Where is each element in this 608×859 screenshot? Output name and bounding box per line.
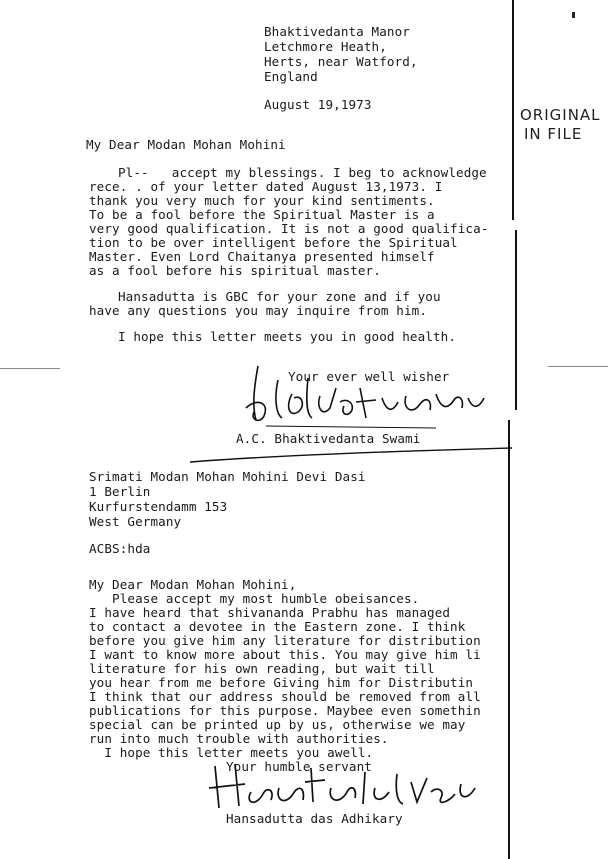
- letter1-body-line: thank you very much for your kind sentiments.: [89, 193, 435, 208]
- letter1-body-line: very good qualification. It is not a good qualifica-: [89, 221, 489, 236]
- letter1-para3: I hope this letter meets you in good health.: [118, 329, 457, 344]
- letter1-closing: Your ever well wisher: [288, 369, 450, 384]
- letter2-signature-name: Hansadutta das Adhikary: [226, 811, 403, 826]
- tear-mark: [0, 368, 60, 369]
- letter2-body-line: run into much trouble with authorities.: [89, 731, 389, 746]
- hansadutta-signature: [205, 758, 485, 818]
- letter2-body-line: I hope this letter meets you awell.: [89, 745, 374, 760]
- tear-mark: [548, 366, 608, 367]
- torn-edge: [512, 0, 514, 220]
- torn-edge: [515, 230, 517, 410]
- letter2-closing: Your humble servant: [226, 759, 372, 774]
- bhaktivedanta-signature: [236, 358, 496, 438]
- letter2-body-line: you hear from me before Giving him for Distributin: [89, 675, 474, 690]
- original-in-file-stamp-line2: IN FILE: [524, 125, 583, 143]
- letter1-body-line: rece. . of your letter dated August 13,1973. I: [89, 179, 443, 194]
- letter-date: August 19,1973: [264, 97, 372, 112]
- letter2-salutation: My Dear Modan Mohan Mohini,: [89, 577, 297, 592]
- letter2-body-line: special can be printed up by us, otherwise we may: [89, 717, 466, 732]
- letter2-body-line: I have heard that shivananda Prabhu has managed: [89, 605, 451, 620]
- tear-mark: [572, 12, 575, 18]
- letter1-signature-name: A.C. Bhaktivedanta Swami: [236, 431, 421, 446]
- address-line: England: [264, 69, 318, 84]
- letter2-body-line: to contact a devotee in the Eastern zone. I think: [89, 619, 466, 634]
- original-in-file-stamp-line1: ORIGINAL: [520, 106, 601, 124]
- recipient-line: West Germany: [89, 514, 182, 529]
- letter2-body-line: publications for this purpose. Maybee even somethin: [89, 703, 481, 718]
- letter2-body-line: I think that our address should be removed from all: [89, 689, 481, 704]
- letter2-body-line: I want to know more about this. You may give him li: [89, 647, 481, 662]
- letter1-salutation: My Dear Modan Mohan Mohini: [86, 137, 286, 152]
- letter2-body-line: Please accept my most humble obeisances.: [89, 591, 420, 606]
- signature-underline: [186, 444, 516, 468]
- reference-initials: ACBS:hda: [89, 541, 151, 556]
- letter1-body-line: Pl-- accept my blessings. I beg to acknowledge: [118, 165, 487, 180]
- letter1-body-line: as a fool before his spiritual master.: [89, 263, 381, 278]
- letter1-body-line: To be a fool before the Spiritual Master is a: [89, 207, 435, 222]
- address-line: Herts, near Watford,: [264, 54, 418, 69]
- torn-edge: [508, 420, 510, 859]
- address-line: Bhaktivedanta Manor: [264, 24, 410, 39]
- letter1-para2-line: Hansadutta is GBC for your zone and if you: [118, 289, 441, 304]
- recipient-line: Srimati Modan Mohan Mohini Devi Dasi: [89, 469, 366, 484]
- letter2-body-line: literature for his own reading, but wait till: [89, 661, 435, 676]
- recipient-line: Kurfurstendamm 153: [89, 499, 228, 514]
- letter2-body-line: before you give him any literature for distribution: [89, 633, 481, 648]
- letter1-body-line: Master. Even Lord Chaitanya presented himself: [89, 249, 435, 264]
- address-line: Letchmore Heath,: [264, 39, 387, 54]
- letter1-para2-line: have any questions you may inquire from him.: [89, 303, 428, 318]
- recipient-line: 1 Berlin: [89, 484, 151, 499]
- letter1-body-line: tion to be over intelligent before the Spiritual: [89, 235, 458, 250]
